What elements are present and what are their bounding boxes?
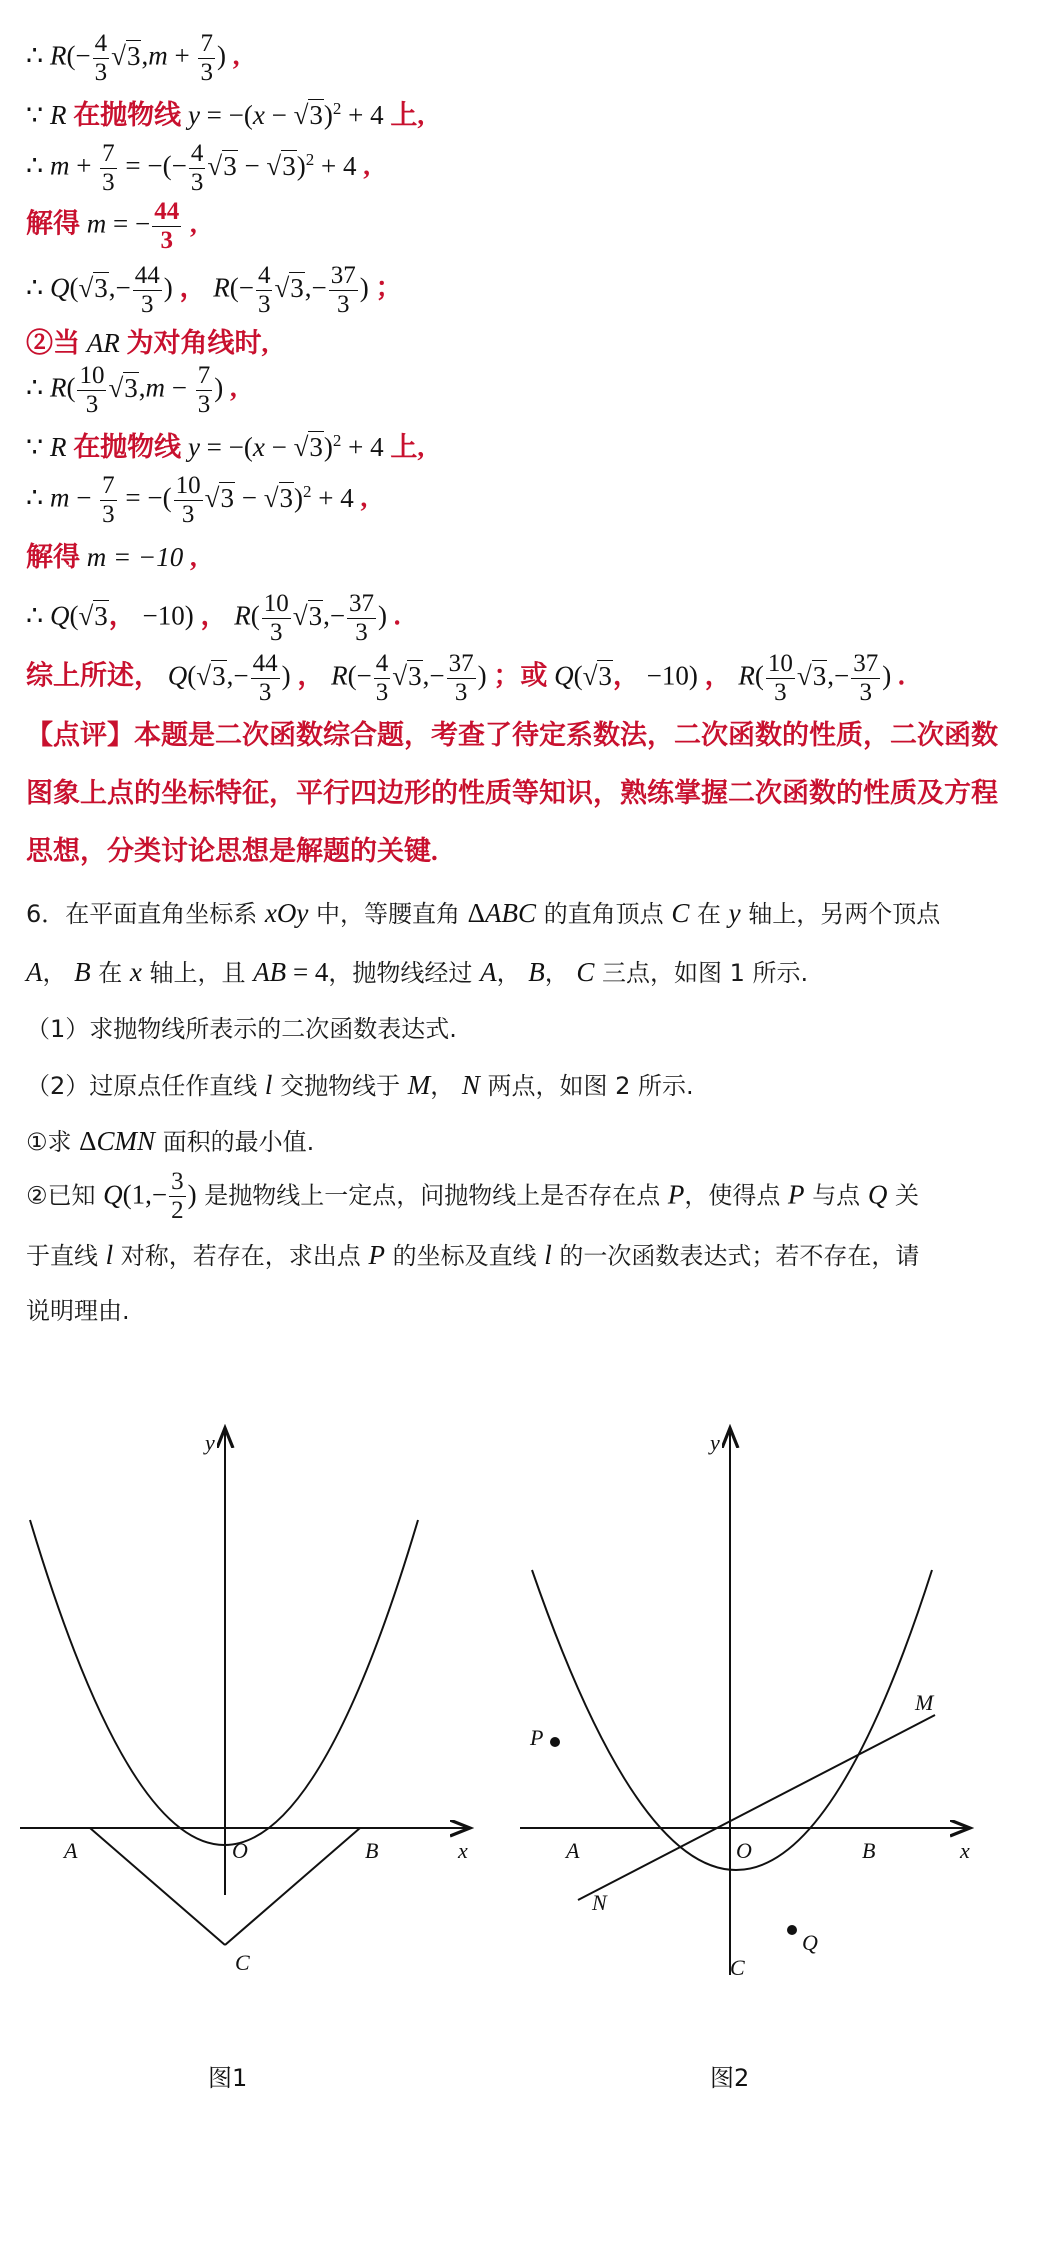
solution-line-2: ∵ R 在抛物线 $y = -(x - √3)^2 + 4$ 上, — [26, 99, 425, 130]
comment-line-1: 【点评】本题是二次函数综合题，考查了待定系数法，二次函数的性质，二次函数 — [26, 720, 998, 750]
problem-line-1: 6．在平面直角坐标系 xOy 中，等腰直角 ΔABC 的直角顶点 C 在 y 轴上，另两个顶点 — [26, 898, 941, 928]
fig2-label-q: Q — [802, 1930, 818, 1955]
fig2-point-q — [787, 1925, 797, 1935]
comment-line-2: 图象上点的坐标特征，平行四边形的性质等知识，熟练掌握二次函数的性质及方程 — [26, 778, 998, 808]
problem-part-2a: ①求 ΔCMN 面积的最小值. — [26, 1126, 315, 1156]
solution-line-1: ∴ R(− $\frac{4}{3}$ √3,m + $\frac{7}{3}$ ) , — [26, 30, 240, 86]
fig2-label-n: N — [592, 1890, 607, 1915]
fig2-label-c: C — [730, 1955, 745, 1980]
figure-1-caption: 图1 — [208, 2064, 248, 2092]
fig1-label-a: A — [64, 1838, 78, 1863]
fig2-label-y: y — [710, 1430, 720, 1455]
solution-line-9: ∴ m − $\frac{7}{3}$ = −( $\frac{10}{3}$ √3 − √3)$^2$ + 4 , — [26, 472, 368, 528]
fig2-parabola — [532, 1570, 932, 1870]
figure-2-caption: 图2 — [710, 2064, 750, 2092]
figure-1-svg — [20, 1430, 480, 1975]
fig2-label-p: P — [530, 1725, 544, 1750]
problem-line-2: A， B 在 x 轴上，且 AB = 4，抛物线经过 A， B， C 三点，如图 1 所示. — [26, 957, 809, 987]
solution-line-3: ∴ m + $\frac{7}{3}$ = −(− $\frac{4}{3}$ √3 − √3)$^2$ + 4 , — [26, 140, 370, 196]
fig2-label-x: x — [960, 1838, 970, 1863]
figure-2 — [520, 1430, 980, 1990]
figure-2-svg — [520, 1430, 980, 1990]
solution-line-12: 综上所述， Q(√3,− $\frac{44}{3}$ ) ， R(− $\frac{4}{3}$ √3,− $\frac{37}{3}$ ) ；或 Q(√3， −10) ， R( $\frac{10}{3}$ √3,− $\frac{37}{3}$ ) . — [26, 650, 905, 706]
fig1-label-o: O — [232, 1838, 248, 1863]
problem-part-2b-line2: 于直线 l 对称，若存在，求出点 P 的坐标及直线 l 的一次函数表达式；若不存在，请 — [26, 1240, 920, 1270]
solution-line-10: 解得 m = −10 , — [26, 542, 197, 572]
fig1-label-b: B — [365, 1838, 379, 1863]
fig2-label-b: B — [862, 1838, 876, 1863]
problem-part-2: （2）过原点任作直线 l 交抛物线于 M， N 两点，如图 2 所示. — [26, 1070, 694, 1100]
problem-part-2b: ②已知 Q(1,− $\frac{3}{2}$ ) 是抛物线上一定点，问抛物线上是否存在点 P，使得点 P 与点 Q 关 — [26, 1168, 919, 1224]
solution-line-7: ∴ R( $\frac{10}{3}$ √3,m − $\frac{7}{3}$ ) , — [26, 362, 237, 418]
fig1-label-y: y — [205, 1430, 215, 1455]
fig1-segment-ac — [90, 1828, 225, 1945]
solution-line-4: 解得 m = − $\frac{44}{3}$ , — [26, 198, 197, 254]
problem-part-1: （1）求抛物线所表示的二次函数表达式. — [26, 1015, 457, 1043]
solution-line-6: ②当 AR 为对角线时, — [26, 328, 269, 358]
solution-line-8: ∵ R 在抛物线 $y = -(x - √3)^2 + 4$ 上, — [26, 431, 425, 462]
fig1-label-c: C — [235, 1950, 250, 1975]
solution-line-5: ∴ Q(√3,− $\frac{44}{3}$ ) ， R(− $\frac{4}{3}$ √3,− $\frac{37}{3}$ ) ； — [26, 262, 403, 318]
figure-1 — [20, 1430, 480, 1975]
problem-part-2b-line3: 说明理由. — [26, 1297, 130, 1325]
fig2-point-p — [550, 1737, 560, 1747]
solution-line-11: ∴ Q(√3， −10) ， R( $\frac{10}{3}$ √3,− $\frac{37}{3}$ ) . — [26, 590, 401, 646]
fig2-label-o: O — [736, 1838, 752, 1863]
fig1-label-x: x — [458, 1838, 468, 1863]
comment-line-3: 思想，分类讨论思想是解题的关键. — [26, 836, 438, 866]
fig2-label-m: M — [915, 1690, 934, 1715]
fig2-line-l — [578, 1715, 935, 1900]
fig2-label-a: A — [566, 1838, 580, 1863]
